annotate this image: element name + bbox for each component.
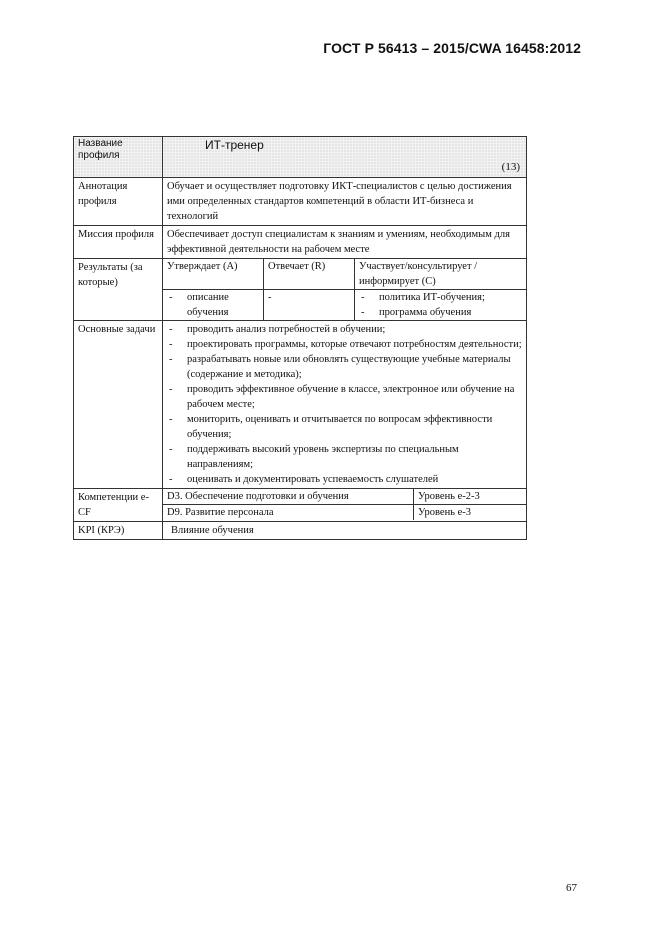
task-item: - проводить эффективное обучение в классе, электронное или обучение на рабочем месте;: [167, 382, 522, 412]
kpi-text: Влияние обучения: [163, 522, 527, 540]
task-item: - поддерживать высокий уровень экспертизы по специальным направлениям;: [167, 442, 522, 472]
competences-cell: [163, 489, 527, 522]
competence-level: Уровень е-3: [414, 505, 527, 521]
results-label: Результаты (за которые): [74, 259, 163, 321]
results-a-item: - описание обучения: [167, 290, 259, 320]
task-item: - мониторить, оценивать и отчитывается по вопросам эффективности обучения;: [167, 412, 522, 442]
task-item: - разрабатывать новые или обновлять существующие учебные материалы (содержание и методика);: [167, 352, 522, 382]
task-item: - проводить анализ потребностей в обучении;: [167, 322, 522, 337]
title-row: [74, 137, 527, 178]
competence-level: Уровень е-2-3: [414, 489, 527, 505]
results-col-a: Утверждает (А): [163, 259, 264, 290]
results-col-r: Отвечает (R): [264, 259, 355, 290]
annotation-row: [74, 178, 527, 226]
tasks-cell: [163, 321, 527, 489]
task-item: - проектировать программы, которые отвечают потребностям деятельности;: [167, 337, 522, 352]
competences-label: Компетенции e-CF: [74, 489, 163, 522]
title-label: Название профиля: [74, 137, 163, 178]
task-item: - оценивать и документировать успеваемость слушателей: [167, 472, 522, 487]
results-col-c: Участвует/консультирует /информирует (С): [355, 259, 527, 290]
competence-name: D3. Обеспечение подготовки и обучения: [163, 489, 414, 505]
profile-number: (13): [501, 161, 520, 173]
tasks-row: [74, 321, 527, 489]
annotation-label: Аннотация профиля: [74, 178, 163, 226]
profile-table: [73, 136, 527, 540]
mission-label: Миссия профиля: [74, 226, 163, 259]
page-number: 67: [566, 882, 577, 894]
results-inner-table: [163, 259, 526, 320]
kpi-row: [74, 522, 527, 540]
title-cell: [163, 137, 527, 178]
mission-text: Обеспечивает доступ специалистам к знаниям и умениям, необходимым для эффективной деятельности на рабочем месте: [163, 226, 527, 259]
results-a-cell: [163, 290, 264, 321]
tasks-label: Основные задачи: [74, 321, 163, 489]
mission-row: [74, 226, 527, 259]
document-header: ГОСТ Р 56413 – 2015/CWA 16458:2012: [323, 40, 581, 56]
annotation-text: Обучает и осуществляет подготовку ИКТ-специалистов с целью достижения ими определенных стандартов компетенций в области ИТ-бизнеса и технологий: [163, 178, 527, 226]
results-c-item: - программа обучения: [359, 305, 522, 320]
competences-inner-table: [163, 489, 526, 520]
results-cell: [163, 259, 527, 321]
results-c-cell: [355, 290, 527, 321]
competence-name: D9. Развитие персонала: [167, 507, 274, 518]
kpi-label: KPI (КРЭ): [74, 522, 163, 540]
results-row: [74, 259, 527, 321]
competences-row: [74, 489, 527, 522]
profile-title: ИТ-тренер: [205, 138, 264, 152]
results-r-item: -: [264, 290, 355, 321]
results-c-item: - политика ИТ-обучения;: [359, 290, 522, 305]
